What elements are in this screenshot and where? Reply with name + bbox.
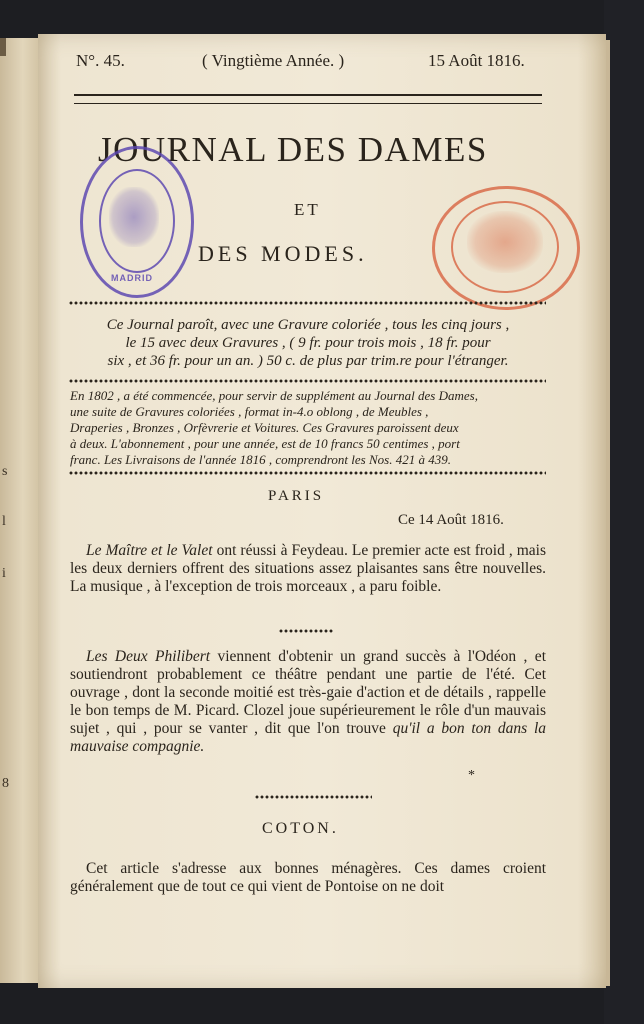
page-thickness-edge: [606, 40, 610, 986]
ornamental-rule: [68, 470, 546, 476]
ornamental-divider: [278, 628, 334, 634]
header-double-rule: [74, 94, 542, 104]
quoted-phrase: qu'il a bon ton dans la mauvaise compagnie.: [70, 720, 547, 755]
page-edge-shadow: [0, 38, 6, 56]
subscription-notice: [70, 316, 546, 370]
facing-page-letter: s: [2, 464, 8, 479]
supplement-line: franc. Les Livraisons de l'année 1816 , comprendront les Nos. 421 à 439.: [70, 452, 451, 467]
paragraph-text: viennent d'obtenir un grand succès à l'Odéon , et soutiendront probablement ce théâtre pendant une partie de l'été. Cet ouvrage , dont la seconde moitié est très-gaie d'action et de détails , rappelle le bon temps de M. Picard. Clozel joue supérieurement le rôle d'un mauvais sujet , qui , pour se vanter , dit que l'on trouve: [70, 648, 546, 737]
eagle-icon: [467, 211, 543, 273]
paragraph-text: Cet article s'adresse aux bonnes ménagères. Ces dames croient généralement que de tout ce qui vient de Pontoise on ne doit: [70, 860, 546, 895]
article-paragraph-2: [70, 648, 546, 756]
supplement-line: En 1802 , a été commencée, pour servir de supplément au Journal des Dames,: [70, 388, 478, 403]
article-paragraph-3: [70, 860, 546, 896]
tax-stamp-red: [432, 186, 580, 310]
play-title: Les Deux Philibert: [86, 648, 211, 665]
issue-number: N°. 45.: [76, 51, 125, 70]
ornamental-rule: [68, 300, 546, 306]
masthead-subtitle: DES MODES.: [198, 241, 368, 266]
background-right: [604, 0, 644, 1024]
play-title: Le Maître et le Valet: [86, 542, 213, 559]
issue-year: ( Vingtième Année. ): [202, 51, 345, 70]
ornamental-rule: [68, 378, 546, 384]
masthead-title: JOURNAL DES DAMES: [98, 130, 488, 169]
supplement-line: Draperies , Bronzes , Orfèvrerie et Voitures. Ces Gravures paroissent deux: [70, 420, 459, 435]
supplement-line: une suite de Gravures coloriées , format in-4.o oblong , de Meubles ,: [70, 404, 429, 419]
library-stamp-blue: [80, 146, 194, 298]
facing-page-letter: i: [2, 566, 6, 581]
notice-line: le 15 avec deux Gravures , ( 9 fr. pour trois mois , 18 fr. pour: [125, 335, 491, 351]
facing-page-letter: 8: [2, 776, 9, 791]
section-heading: COTON.: [262, 820, 339, 837]
article-dateline: Ce 14 Août 1816.: [398, 512, 504, 528]
notice-line: Ce Journal paroît, avec une Gravure coloriée , tous les cinq jours ,: [106, 317, 510, 333]
article-paragraph-1: [70, 542, 546, 596]
issue-date: 15 Août 1816.: [428, 51, 525, 70]
journal-page: [38, 34, 606, 988]
supplement-notice: [70, 388, 546, 468]
paragraph-text: ont réussi à Feydeau. Le premier acte est froid , mais les deux derniers offrent des situations assez plaisantes sans être nouvelles. La musique , à l'exception de trois morceaux , a paru foible.: [70, 542, 547, 595]
masthead-conjunction: ET: [294, 200, 321, 219]
section-place: PARIS: [268, 488, 325, 504]
supplement-line: à deux. L'abonnement , pour une année, est de 10 francs 50 centimes , port: [70, 436, 460, 451]
ornamental-divider: [254, 794, 372, 800]
facing-page-edge: [0, 38, 39, 983]
stamp-label: MADRID: [111, 273, 153, 283]
asterisk-mark: *: [468, 768, 475, 783]
crest-icon: [109, 187, 159, 247]
notice-line: six , et 36 fr. pour un an. ) 50 c. de plus par trim.re pour l'étranger.: [107, 353, 509, 369]
facing-page-letter: l: [2, 514, 6, 529]
